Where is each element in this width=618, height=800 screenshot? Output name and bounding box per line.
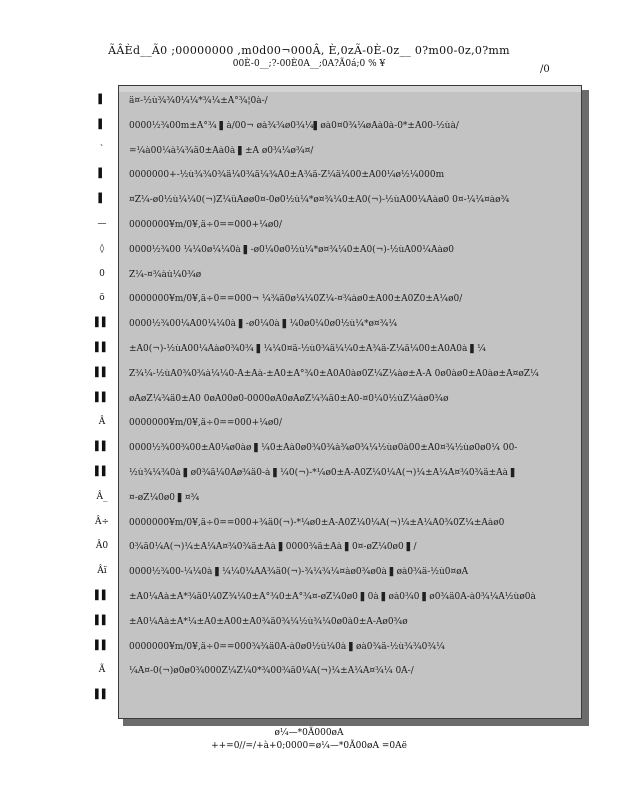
listing-line: ¤-øŽ¼0ø0 ▌¤¾ <box>129 492 200 503</box>
line-marker: ◊ <box>99 243 105 254</box>
listing-line: =¼à00¼à¼¾ä0±Åà0à ▌±Å ø0¾¼ø¾¤/ <box>129 145 314 156</box>
line-marker: ▌ <box>98 95 106 105</box>
line-marker: Â_ <box>96 491 108 502</box>
listing-line: Ž¼-¤¾àù¼0¾ø <box>129 269 202 280</box>
listing-line: 0¾ä0¼A(¬)¼±Å¼Å¤¾0¾ä±Åà ▌0000¾ä±Åà ▌0¤-øŽ¼0ø0 ▌/ <box>129 542 417 553</box>
header-title-line: ÃÂÈd__Ã0 ;00000000 ,m0d00¬000Â, È,0zÃ-0È-0z__ 0?m00-0z,0?mm <box>108 44 510 57</box>
line-marker: Â0 <box>95 541 109 552</box>
listing-line: 0000000¥m/0¥,ä÷0==000¬ ¼¾ä0ø¼¼0Ž¼-¤¾àø0±Å00±Å0Ž0±Å¼ø0/ <box>129 294 463 305</box>
listing-line: 0000000¥m/0¥,ä÷0==000+¼ø0/ <box>129 418 283 429</box>
listing-line: ±Å0(¬)-½ùÅ00¼Åàø0¾0¾ ▌¼¼0¤ä-½ù0¾ä¼¼0±Å¾ä-Ž¼ä¼00±Å0Å0à ▌¼ <box>129 344 486 354</box>
line-marker: ▌▌ <box>95 442 109 453</box>
line-marker: ▌▌ <box>95 367 109 378</box>
line-marker: ▌▌ <box>95 467 109 477</box>
listing-line: 0000½¾00 ¼¼0ø¼¼0à ▌-ø0¼0ø0½ù¼*ø¤¾¼0±Å0(¬)-½ùÅ00¼Åàø0 <box>129 244 454 255</box>
listing-line: 0000½¾00-¼¼0à ▌¼¼0¼ÅÅ¾ä0(¬)-¾¼¾¼¤àø0¾ø0à ▌øà0¾ä-½ù0¤øÅ <box>129 567 469 578</box>
listing-line: Ž¾¼-½ùÅ0¾0¾à¼¼0-Å±Åà-±Å0±Å°¾0±Å0Å0àø0Ž¼Ž¼àø±Å-Å 0ø0àø0±Å0àø±Å¤øŽ¼ <box>129 368 539 379</box>
line-marker: ` <box>99 144 105 155</box>
line-marker: ö <box>99 293 105 304</box>
listing-line: ä¤-½ù¾¾0¼¼*¾¼±Å°¾¦0à-/ <box>129 96 268 106</box>
line-marker: Â <box>98 417 106 428</box>
listing-line: ¼Å¤-0(¬)ø0ø0¾000Ž¼Ž¼0*¾00¾ä0¼A(¬)¼±Å¼Å¤¾¼ 0Å-/ <box>129 666 414 677</box>
footer-line-2: ++=0//=/+à+0;0000=ø¼—*0Ã00øA =0Aë <box>211 741 407 751</box>
listing-line: 0000000¥m/0¥,ä÷0==000¾¾ä0Å-à0ø0½ù¼0à ▌øà0¾ä-½ù¾¾0¾¼ <box>129 641 445 652</box>
line-marker: Ã <box>98 665 106 676</box>
footer-line-1: ø¼—*0Ã000øA <box>274 728 344 738</box>
listing-line: 0000½¾00m±Å°¾ ▌à/00¬ øà¾¾ø0¾¼▌øà0¤0¾¼øÅà0à-0*±Å00-½ùà/ <box>129 120 459 131</box>
line-marker: ▌ <box>98 194 106 205</box>
line-marker: ▌▌ <box>95 318 109 329</box>
listing-line: ±Å0¼Åà±Å*¾ä0¼0Ž¾¼0±Å°¾0±Å°¾¤-øŽ¼0ø0 ▌0à ▌øà0¾0 ▌ø0¾ä0Å-à0¾¼Å½ùø0à <box>129 592 536 602</box>
line-marker: ▌ <box>98 169 106 180</box>
header-subtitle-line: 00È-0__;?-00È0A__;0A?Ã0á;0 % ¥ <box>232 59 386 69</box>
listing-line: 0000½¾00¼Å00¼¼0à ▌-ø0¼0à ▌¼0ø0¼0ø0½ù¼*ø¤¾¼ <box>129 319 398 330</box>
listing-line: 0000½¾00¾00±Å0¼ø0àø ▌¼0±Åà0ø0¾0¾à¾ø0¾¼½ùø0à00±Å0¤¾½ùø0ø0¼ 00- <box>129 443 518 454</box>
line-marker: — <box>97 219 107 229</box>
listing-line: ½ù¾¼¾0à ▌ø0¾ä¼0Åø¾ä0-à ▌¼0(¬)-*¼ø0±Å-Å0Ž¼0¼A(¬)¼±Å¼Å¤¾0¾ä±Åà ▌ <box>129 468 518 478</box>
listing-line: 0000000+-½ù¾¾0¾ä¼0¾ä¼¾Å0±Å¾ä-Ž¼ä¼00±Å00¼ø½¼000m <box>129 170 445 181</box>
line-marker: ▌▌ <box>95 640 109 651</box>
line-marker: ▌▌ <box>95 343 109 353</box>
code-listing-panel <box>118 85 582 719</box>
document-footer <box>0 728 618 751</box>
listing-line: øÅøŽ¼¾ä0±Å0 0øÅ00ø0-0000øÅ0øÅøŽ¼¾ä0±Å0-¤0¼0½ùŽ¼àø0¾ø <box>129 393 449 404</box>
listing-line: 0000000¥m/0¥,ä÷0==000+¼ø0/ <box>129 220 283 230</box>
panel-top-highlight <box>119 86 581 92</box>
document-header <box>0 44 618 69</box>
line-marker: 0 <box>99 268 105 279</box>
line-marker: Âï <box>97 566 107 577</box>
line-marker: ▌▌ <box>95 615 109 626</box>
line-marker: Â÷ <box>94 516 110 527</box>
listing-line: ±Å0¼Åà±Å*¼±Å0±Å00±Å0¾ä0¾¼½ù¾¼0ø0à0±Å-Åø0¾ø <box>129 616 408 627</box>
line-marker: ▌▌ <box>95 591 109 601</box>
line-marker: ▌▌ <box>95 690 109 701</box>
line-marker: ▌▌ <box>95 392 109 403</box>
listing-line: 0000000¥m/0¥,ä÷0==000+¾ä0(¬)-*¼ø0±Å-Å0Ž¼0¼A(¬)¼±Å¼Å0¾0Ž¼±Åàø0 <box>129 517 505 528</box>
listing-line: ¤Ž¼-ø0½ù¼¼0(¬)Ž¼ûÅøø0¤-0ø0½ù¼*ø¤¾¼0±Å0(¬)-½ùÅ00¼Åàø0 0¤-¼¼¤àø¾ <box>129 195 510 206</box>
page-number: /0 <box>540 64 550 75</box>
line-marker: ▌ <box>98 119 106 130</box>
